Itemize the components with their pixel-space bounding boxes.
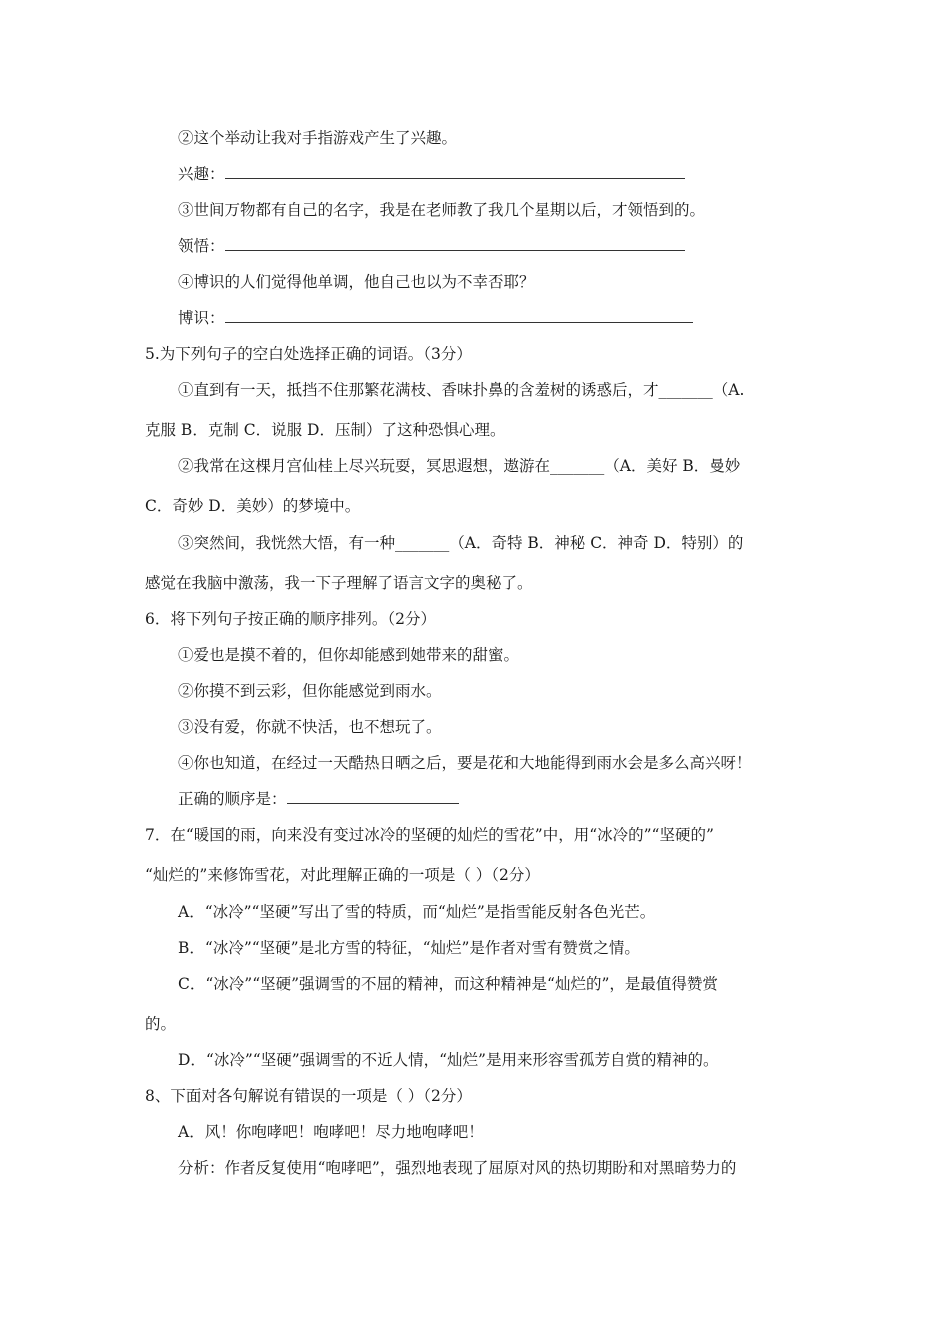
q4-word-2-blank[interactable] [225,164,685,179]
q7-option-c-a: C．“冰冷”“坚硬”强调雪的不屈的精神，而这种精神是“灿烂的”，是最值得赞赏 [178,975,718,993]
q4-word-4-blank[interactable] [225,308,693,323]
q4-sentence-2: ②这个举动让我对手指游戏产生了兴趣。 [178,129,458,147]
q8-option-a: A．风！你咆哮吧！咆哮吧！尽力地咆哮吧！ [178,1123,484,1141]
q5-sentence-2a: ②我常在这棵月宫仙桂上尽兴玩耍，冥思遐想，遨游在_______（A．美好 B．曼妙 [178,457,741,475]
q6-answer-row [178,789,459,809]
q5-sentence-2b: C．奇妙 D．美妙）的梦境中。 [145,497,361,515]
q5-sentence-1a: ①直到有一天，抵挡不住那繁花满枝、香味扑鼻的含羞树的诱惑后，才_______（A. [178,381,745,399]
q4-word-3-row [178,236,685,256]
q6-answer-label: 正确的顺序是： [178,790,287,808]
q5-sentence-3a: ③突然间，我恍然大悟，有一种_______（A．奇特 B．神秘 C．神奇 D．特别）的 [178,534,744,552]
q8-analysis: 分析：作者反复使用“咆哮吧”，强烈地表现了屈原对风的热切期盼和对黑暗势力的 [178,1159,737,1177]
q4-word-4-label: 博识： [178,309,225,327]
q6-sentence-3: ③没有爱，你就不快活，也不想玩了。 [178,718,442,736]
q5-sentence-3b: 感觉在我脑中激荡，我一下子理解了语言文字的奥秘了。 [145,574,533,592]
q7-option-a: A．“冰冷”“坚硬”写出了雪的特质，而“灿烂”是指雪能反射各色光芒。 [178,903,656,921]
q6-answer-blank[interactable] [287,789,459,804]
q7-option-d: D．“冰冷”“坚硬”强调雪的不近人情，“灿烂”是用来形容雪孤芳自赏的精神的。 [178,1051,719,1069]
q4-sentence-4: ④博识的人们觉得他单调，他自己也以为不幸否耶？ [178,273,535,291]
q4-word-3-label: 领悟： [178,237,225,255]
q6-sentence-4: ④你也知道，在经过一天酷热日晒之后，要是花和大地能得到雨水会是多么高兴呀！ [178,754,752,772]
q4-word-3-blank[interactable] [225,236,685,251]
q6-title: 6．将下列句子按正确的顺序排列。（2分） [145,610,436,628]
q7-title-a: 7．在“暖国的雨，向来没有变过冰冷的坚硬的灿烂的雪花”中，用“冰冷的”“坚硬的” [145,826,714,844]
q5-title: 5.为下列句子的空白处选择正确的词语。（3分） [145,345,472,363]
q4-sentence-3: ③世间万物都有自己的名字，我是在老师教了我几个星期以后，才领悟到的。 [178,201,706,219]
q6-sentence-1: ①爱也是摸不着的，但你却能感到她带来的甜蜜。 [178,646,520,664]
q8-title: 8、下面对各句解说有错误的一项是（ ）（2分） [145,1087,472,1105]
q6-sentence-2: ②你摸不到云彩，但你能感觉到雨水。 [178,682,442,700]
q4-word-2-label: 兴趣： [178,165,225,183]
q7-title-b: “灿烂的”来修饰雪花，对此理解正确的一项是（ ）（2分） [145,866,540,884]
q4-word-2-row [178,164,685,184]
q7-option-c-b: 的。 [145,1015,177,1033]
q5-sentence-1b: 克服 B．克制 C．说服 D．压制）了这种恐惧心理。 [145,421,506,439]
q7-option-b: B．“冰冷”“坚硬”是北方雪的特征，“灿烂”是作者对雪有赞赏之情。 [178,939,640,957]
q4-word-4-row [178,308,693,328]
